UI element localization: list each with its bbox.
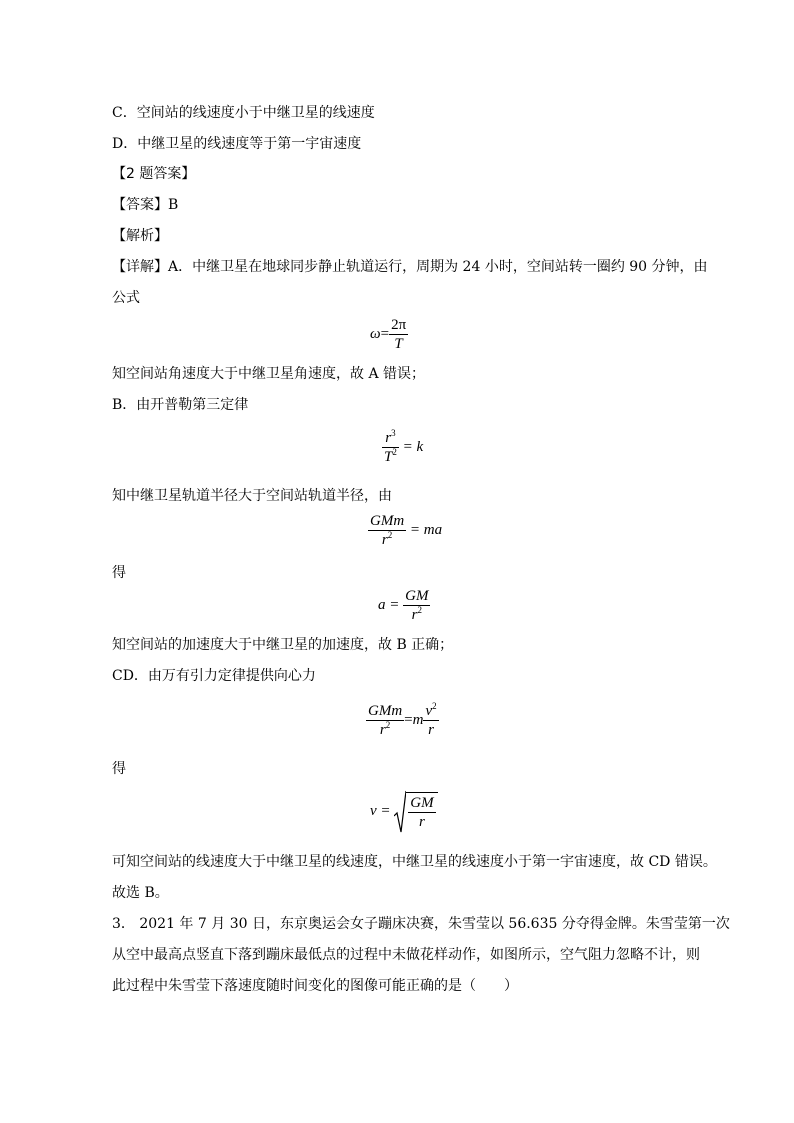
after-omega-line: 知空间站角速度大于中继卫星角速度，故 A 错误； xyxy=(112,366,426,382)
formula-omega xyxy=(370,316,408,353)
denominator: $T^2$ xyxy=(384,447,397,465)
centripetal-fraction xyxy=(423,702,438,739)
gravity-fraction xyxy=(368,512,406,549)
choose-line: 故选 B。 xyxy=(112,885,169,901)
question-3-line-3: 此过程中朱雪莹下落速度随时间变化的图像可能正确的是（ ） xyxy=(112,978,518,994)
numerator: 2π xyxy=(391,317,407,333)
radical-sign-icon xyxy=(394,790,406,834)
denominator: $r^2$ xyxy=(379,720,391,738)
formula-gravity-ma xyxy=(368,512,442,549)
q2-answer-header: 【2 题答案】 xyxy=(112,166,196,182)
kepler-fraction xyxy=(382,429,399,466)
denominator: r xyxy=(428,722,434,738)
velocity-lhs: v = xyxy=(370,802,391,819)
velocity-fraction xyxy=(408,794,435,831)
question-3-line-1: 3． 2021 年 7 月 30 日，东京奥运会女子蹦床决赛，朱雪莹以 56.635 分夺得金牌。朱雪莹第一次 xyxy=(112,916,730,932)
formula-kepler xyxy=(382,429,423,466)
de-line-1: 得 xyxy=(112,565,126,581)
de-line-2: 得 xyxy=(112,761,126,777)
numerator: GM xyxy=(405,588,429,604)
gravity-fraction xyxy=(366,702,404,739)
question-3-line-2: 从空中最高点竖直下落到蹦床最低点的过程中未做花样动作，如图所示，空气阻力忽略不计，则 xyxy=(112,947,700,963)
after-kepler-line: 知中继卫星轨道半径大于空间站轨道半径，由 xyxy=(112,488,392,504)
numerator: GMm xyxy=(368,703,403,719)
answer-line: 【答案】B xyxy=(112,197,179,213)
accel-lhs: a = xyxy=(378,596,400,613)
after-accel-line: 知空间站的加速度大于中继卫星的加速度，故 B 正确； xyxy=(112,637,454,653)
numerator: $v^2$ xyxy=(425,701,437,719)
denominator: r xyxy=(419,814,425,830)
denominator: $r^2$ xyxy=(381,530,393,548)
gravity-rhs: = ma xyxy=(409,521,443,538)
formula-accel xyxy=(378,587,430,624)
omega-symbol: ω xyxy=(370,325,381,342)
denominator: T xyxy=(394,336,403,352)
conclusion-line: 可知空间站的线速度大于中继卫星的线速度，中继卫星的线速度小于第一宇宙速度，故 CD 错误。 xyxy=(112,854,717,870)
cd-intro: CD．由万有引力定律提供向心力 xyxy=(112,668,316,684)
option-d: D．中继卫星的线速度等于第一宇宙速度 xyxy=(112,136,362,152)
analysis-header: 【解析】 xyxy=(112,228,168,244)
mass-symbol: m xyxy=(412,711,424,728)
kepler-rhs: = k xyxy=(402,438,424,455)
equals-sign: = xyxy=(404,711,413,728)
denominator: $r^2$ xyxy=(411,605,422,623)
accel-fraction xyxy=(403,587,430,624)
equals-sign: = xyxy=(380,325,390,342)
numerator: GM xyxy=(410,795,434,811)
numerator: GMm xyxy=(370,513,405,529)
option-c: C．空间站的线速度小于中继卫星的线速度 xyxy=(112,105,375,121)
omega-fraction xyxy=(389,316,408,353)
kepler-intro: B．由开普勒第三定律 xyxy=(112,397,249,413)
square-root xyxy=(394,792,437,831)
formula-velocity xyxy=(370,792,438,831)
numerator: $r^3$ xyxy=(382,429,399,448)
formula-gravity-v xyxy=(366,702,439,739)
detail-line-1: 【详解】A．中继卫星在地球同步静止轨道运行，周期为 24 小时，空间站转一圈约 90 分钟，由 xyxy=(112,259,708,275)
detail-line-2: 公式 xyxy=(112,290,140,306)
